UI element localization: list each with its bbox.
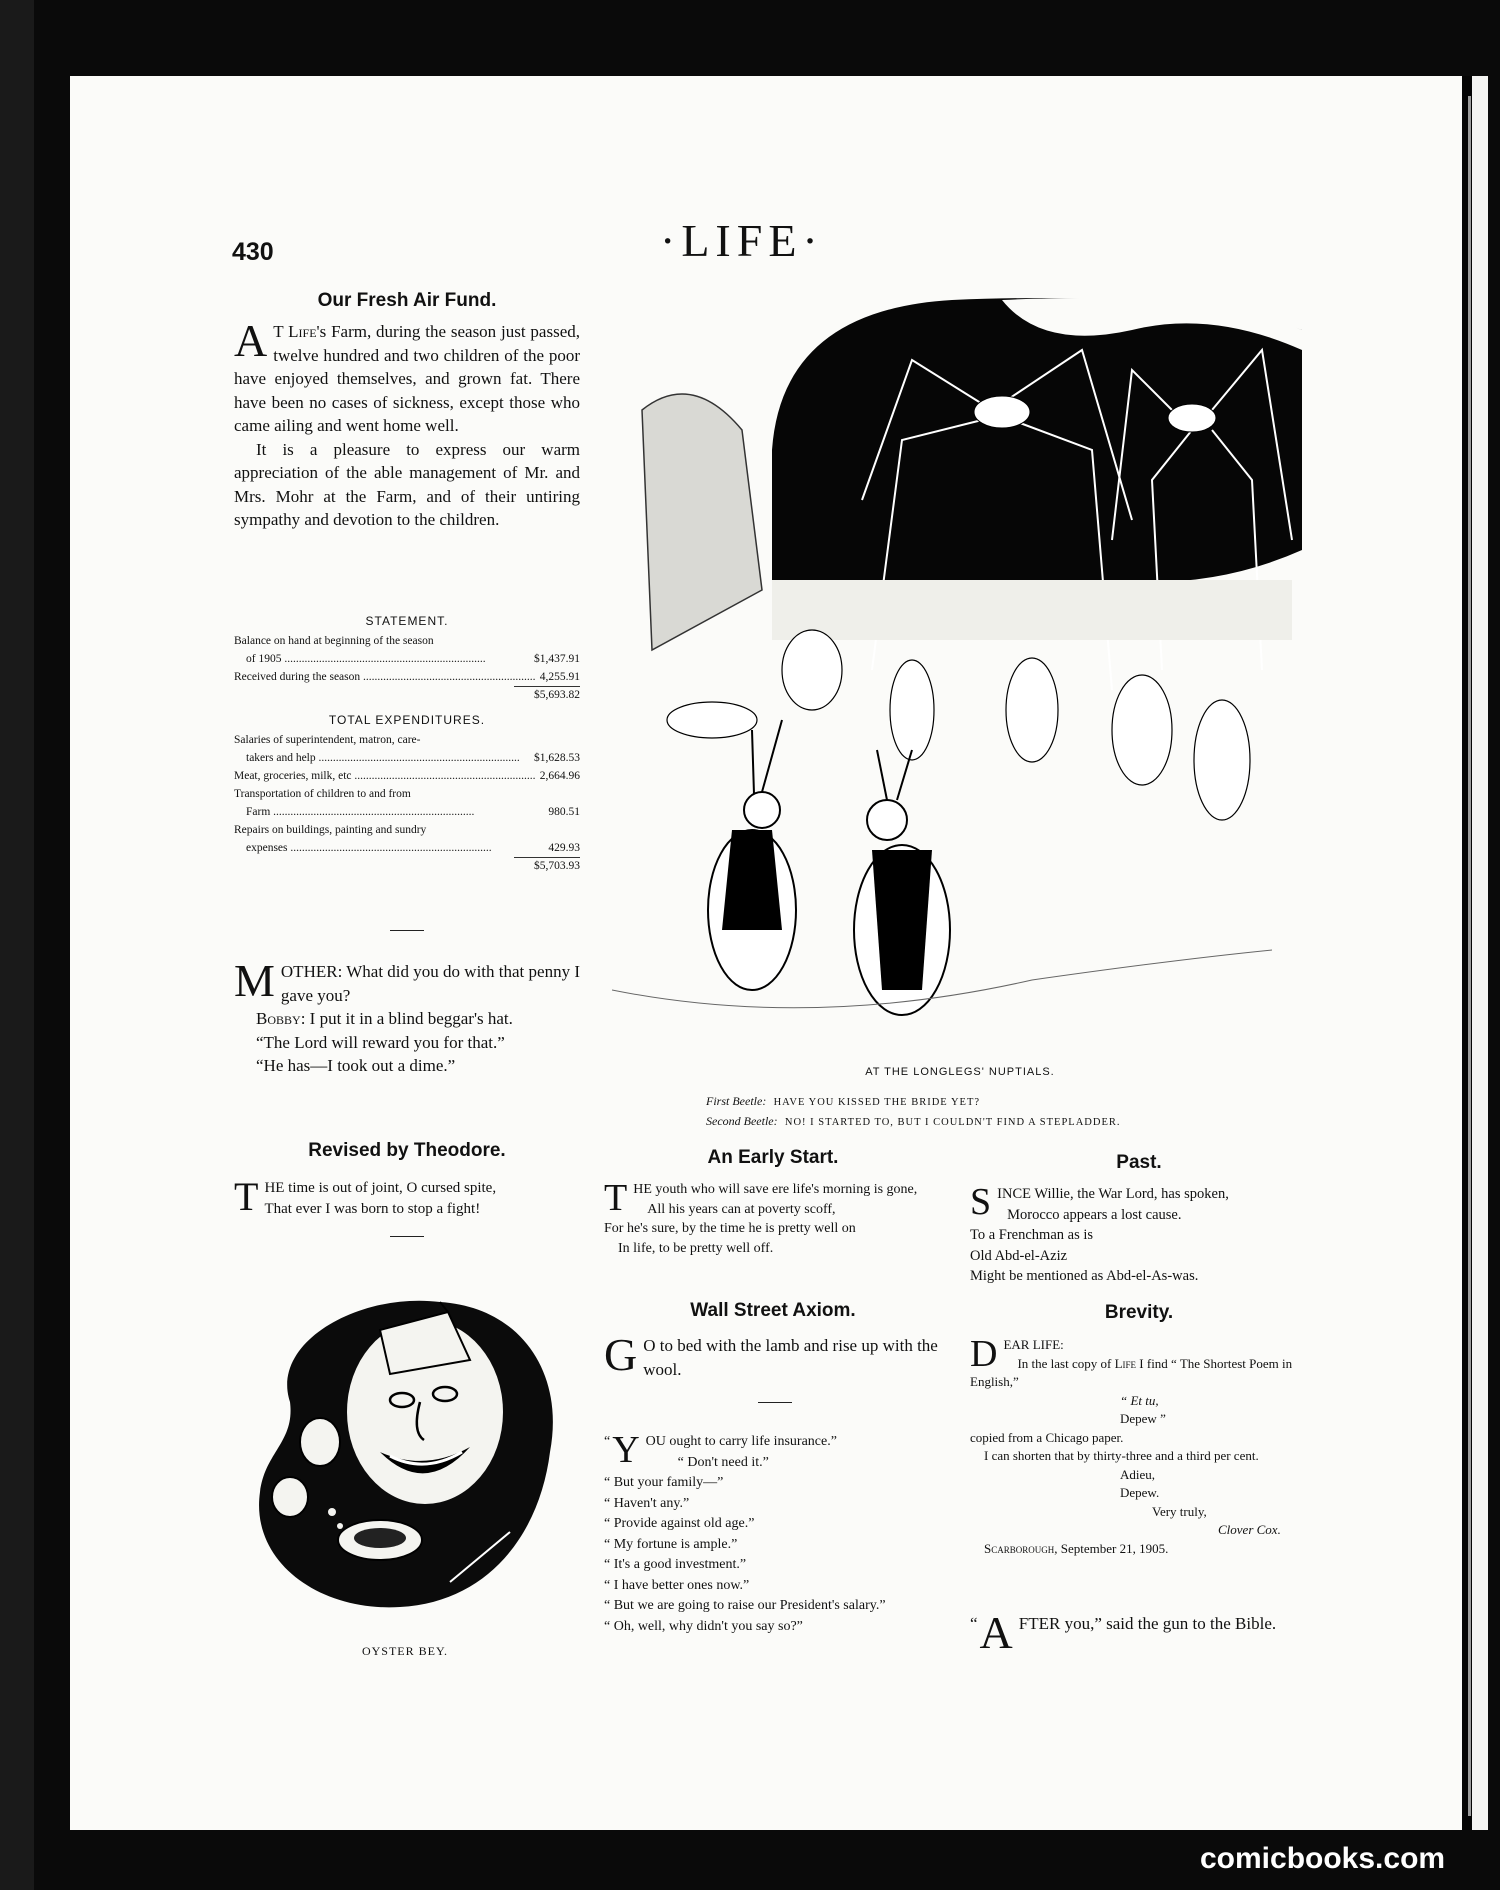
speaker-second-beetle: Second Beetle: [706,1114,778,1128]
longlegs-nuptials-cartoon [612,290,1308,1070]
section-divider [758,1402,792,1403]
fresh-air-heading: Our Fresh Air Fund. [317,290,497,311]
wall-street-heading: Wall Street Axiom. [690,1300,856,1321]
oyster-bey-cartoon [240,1282,570,1622]
statement-total: $5,693.82 [514,686,580,701]
oyster-bey-caption: OYSTER BEY. [361,1644,449,1658]
expense-row: Meat, groceries, milk, etc ..... 2,664.96 [234,767,580,785]
past-heading: Past. [1116,1152,1162,1173]
fresh-air-paragraph-2: It is a pleasure to express our warm appreciation of the able management of Mr. and Mrs. Mohr at the Farm, and of their untiring sympathy and devotion to the children. [234,439,580,529]
statement-row: Received during the season ..... 4,255.91 [234,668,580,686]
dropcap-a: A [234,315,268,366]
cartoon-caption: AT THE LONGLEGS' NUPTIALS. [865,1066,1055,1078]
expense-row: expenses ..... 429.93 [234,839,580,857]
speaker-first-beetle: First Beetle: [706,1094,767,1108]
theodore-verse: T HE time is out of joint, O cursed spite, That ever I was born to stop a fight! [234,1174,497,1219]
after-you-quip: “ A FTER you,” said the gun to the Bible. [970,1607,1277,1658]
fund-statement: STATEMENT. Balance on hand at beginning of the season of 1905 ..... $1,437.91 Received during the season ..... 4,255.91 $5,693.82 TOTAL EXPENDITURES. Salaries of superintendent, matron, care- takers and help ..... $1,628.53 Meat, groceries, milk, etc ..... 2,664.96 Transportation of children to and from Farm ..... 980.51 Repairs on buildings, painting and sundry expenses ..... 429.93 $5,703.93 [234,614,580,872]
fresh-air-article: A T Life's Farm, during the season just passed, twelve hundred and two children of the poor have enjoyed themselves, and grown fat. There have been no cases of sickness, except those who came ailing and went home well. It is a pleasure to express our warm appreciation of the able management of Mr. and Mrs. Mohr at the Farm, and of their untiring sympathy and devotion to the children. [234,320,580,532]
expenditures-total: $5,703.93 [514,857,580,872]
expenditures-title: TOTAL EXPENDITURES. [328,713,486,727]
site-watermark: comicbooks.com [1200,1842,1446,1875]
mother-bobby-joke: M OTHER: What did you do with that penny I gave you? Bobby: I put it in a blind beggar's hat. “The Lord will reward you for that.” “He has—I took out a dime.” [234,955,580,1075]
expense-row: Farm ..... 980.51 [234,803,580,821]
early-start-heading: An Early Start. [707,1147,839,1168]
cartoon-dialogue: First Beetle: HAVE YOU KISSED THE BRIDE YET? Second Beetle: NO! I STARTED TO, BUT I COULDN'T FIND A STEPLADDER. [706,1094,1121,1128]
brevity-heading: Brevity. [1104,1302,1174,1323]
early-start-verse: T HE youth who will save ere life's morning is gone, All his years can at poverty scoff, For he's sure, by the time he is pretty well on In life, to be pretty well off. [604,1177,918,1256]
dropcap-m: M [234,955,275,1006]
section-divider [390,1236,424,1237]
statement-row: of 1905 ..... $1,437.91 [234,650,580,668]
scan-border-right [1462,76,1488,1830]
expense-row: takers and help ..... $1,628.53 [234,749,580,767]
scan-border-left [0,0,34,1890]
page-number: 430 [232,238,274,266]
past-verse: S INCE Willie, the War Lord, has spoken, Morocco appears a lost cause. To a Frenchman as is Old Abd-el-Aziz Might be mentioned as Abd-el-As-was. [970,1181,1229,1284]
insurance-dialogue: “ Y OU ought to carry life insurance.” “ Don't need it.” “ But your family—” “ Haven't any.” “ Provide against old age.” “ My fortune is ample.” “ It's a good investment.” “ I have better ones now.” “ But we are going to raise our President's salary.” “ Oh, well, why didn't you say so?” [604,1429,886,1634]
masthead-title: ·LIFE· [660,215,824,266]
brevity-letter: D EAR LIFE: In the last copy of Life I find “ The Shortest Poem in English,” “ Et tu, Depew ” copied from a Chicago paper. I can shorten that by thirty-three and a third per cent. Adieu, Depew. Very truly, Clover Cox. Scarborough, September 21, 1905. [970,1333,1293,1556]
statement-title: STATEMENT. [365,614,449,628]
wall-street-axiom: G O to bed with the lamb and rise up with the wool. [604,1329,938,1380]
theodore-heading: Revised by Theodore. [308,1140,506,1161]
section-divider [390,930,424,931]
